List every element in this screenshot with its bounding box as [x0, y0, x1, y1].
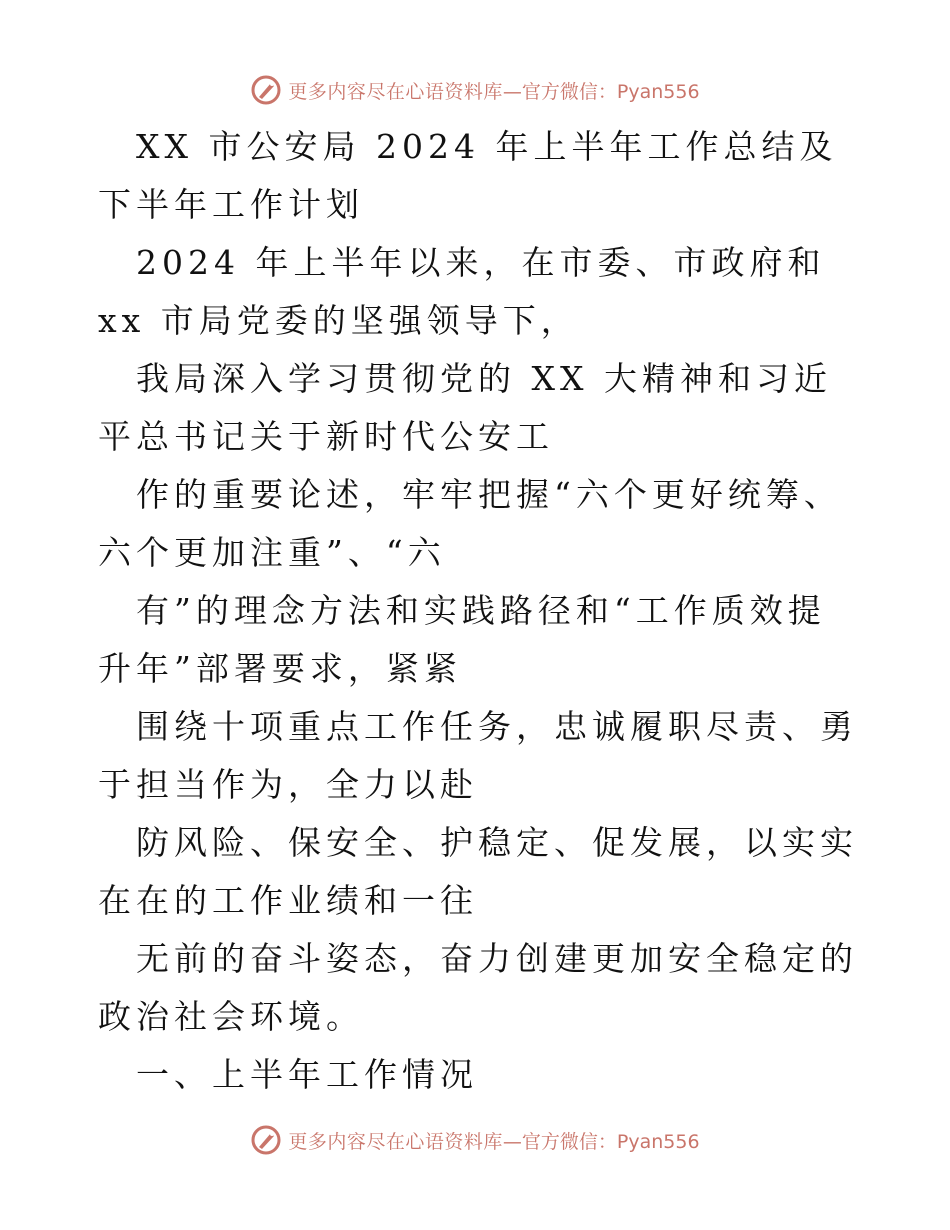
pen-nib-logo-icon [250, 1124, 282, 1156]
paragraph-1: 2024 年上半年以来，在市委、市政府和 xx 市局党委的坚强领导下， [98, 243, 826, 340]
paragraph-7: 无前的奋斗姿态，奋力创建更加安全稳定的政治社会环境。 [98, 939, 858, 1036]
paragraph-3: 作的重要论述，牢牢把握“六个更好统筹、六个更加注重”、“六 [98, 475, 842, 572]
watermark-main-text: 更多内容尽在心语资料库 [288, 80, 503, 103]
pen-nib-logo-icon [250, 74, 282, 106]
footer-watermark [0, 1120, 950, 1160]
watermark-sub-text: —官方微信：Pyan556 [502, 80, 700, 103]
header-watermark [0, 70, 950, 110]
document-body [98, 118, 858, 1104]
watermark-main-text: 更多内容尽在心语资料库 [288, 1130, 503, 1153]
paragraph-5: 围绕十项重点工作任务，忠诚履职尽责、勇于担当作为，全力以赴 [98, 707, 858, 804]
section-heading-1: 一、上半年工作情况 [136, 1055, 478, 1094]
document-title: XX 市公安局 2024 年上半年工作总结及下半年工作计划 [98, 127, 838, 224]
watermark-sub-text: —官方微信：Pyan556 [502, 1130, 700, 1153]
paragraph-4: 有”的理念方法和实践路径和“工作质效提升年”部署要求，紧紧 [98, 591, 826, 688]
paragraph-6: 防风险、保安全、护稳定、促发展，以实实在在的工作业绩和一往 [98, 823, 858, 920]
paragraph-2: 我局深入学习贯彻党的 XX 大精神和习近平总书记关于新时代公安工 [98, 359, 832, 456]
